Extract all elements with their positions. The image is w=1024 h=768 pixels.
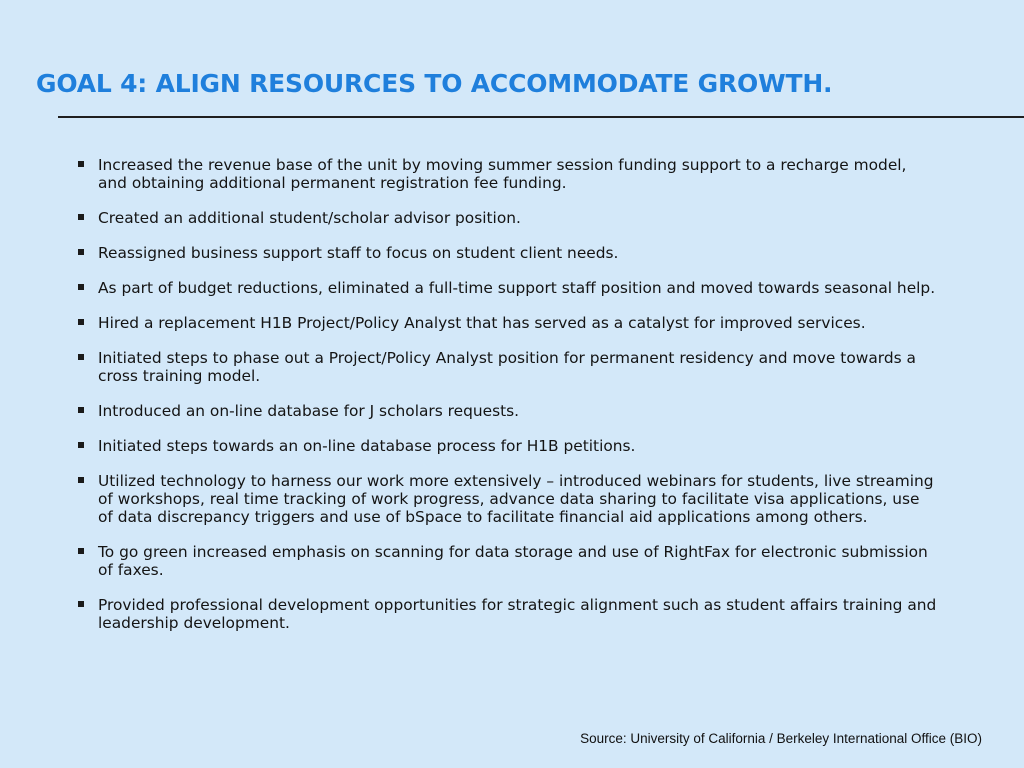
square-bullet-icon [78,601,84,607]
slide-title: GOAL 4: ALIGN RESOURCES TO ACCOMMODATE GROWTH. [36,69,833,98]
square-bullet-icon [78,477,84,483]
bullet-item [76,349,938,385]
bullet-text: Increased the revenue base of the unit by moving summer session funding support to a recharge model, and obtaining additional permanent registration fee funding. [98,156,907,192]
bullet-item [76,209,938,227]
title-divider [58,116,1024,118]
bullet-item [76,314,938,332]
source-note: Source: University of California / Berkeley International Office (BIO) [580,731,982,746]
square-bullet-icon [78,407,84,413]
bullet-text: Provided professional development opportunities for strategic alignment such as student affairs training and leadership development. [98,596,937,632]
bullet-item [76,543,938,579]
bullet-text: Created an additional student/scholar advisor position. [98,209,521,227]
square-bullet-icon [78,442,84,448]
bullet-item [76,472,938,526]
square-bullet-icon [78,214,84,220]
square-bullet-icon [78,249,84,255]
bullet-item [76,156,938,192]
square-bullet-icon [78,548,84,554]
bullet-item [76,437,938,455]
square-bullet-icon [78,354,84,360]
square-bullet-icon [78,319,84,325]
bullet-text: Initiated steps to phase out a Project/Policy Analyst position for permanent residency and move towards a cross training model. [98,349,916,385]
square-bullet-icon [78,284,84,290]
square-bullet-icon [78,161,84,167]
bullet-text: To go green increased emphasis on scanning for data storage and use of RightFax for electronic submission of faxes. [98,543,928,579]
bullet-item [76,402,938,420]
bullet-list [76,156,938,649]
bullet-text: Initiated steps towards an on-line database process for H1B petitions. [98,437,636,455]
bullet-text: Introduced an on-line database for J scholars requests. [98,402,520,420]
bullet-text: Utilized technology to harness our work more extensively – introduced webinars for students, live streaming of workshops, real time tracking of work progress, advance data sharing to facilitate visa applications, use of data discrepancy triggers and use of bSpace to facilitate financial aid applications among others. [98,472,934,526]
bullet-text: Hired a replacement H1B Project/Policy Analyst that has served as a catalyst for improved services. [98,314,866,332]
bullet-item [76,244,938,262]
bullet-item [76,279,938,297]
bullet-text: As part of budget reductions, eliminated a full-time support staff position and moved towards seasonal help. [98,279,936,297]
bullet-text: Reassigned business support staff to focus on student client needs. [98,244,619,262]
bullet-item [76,596,938,632]
